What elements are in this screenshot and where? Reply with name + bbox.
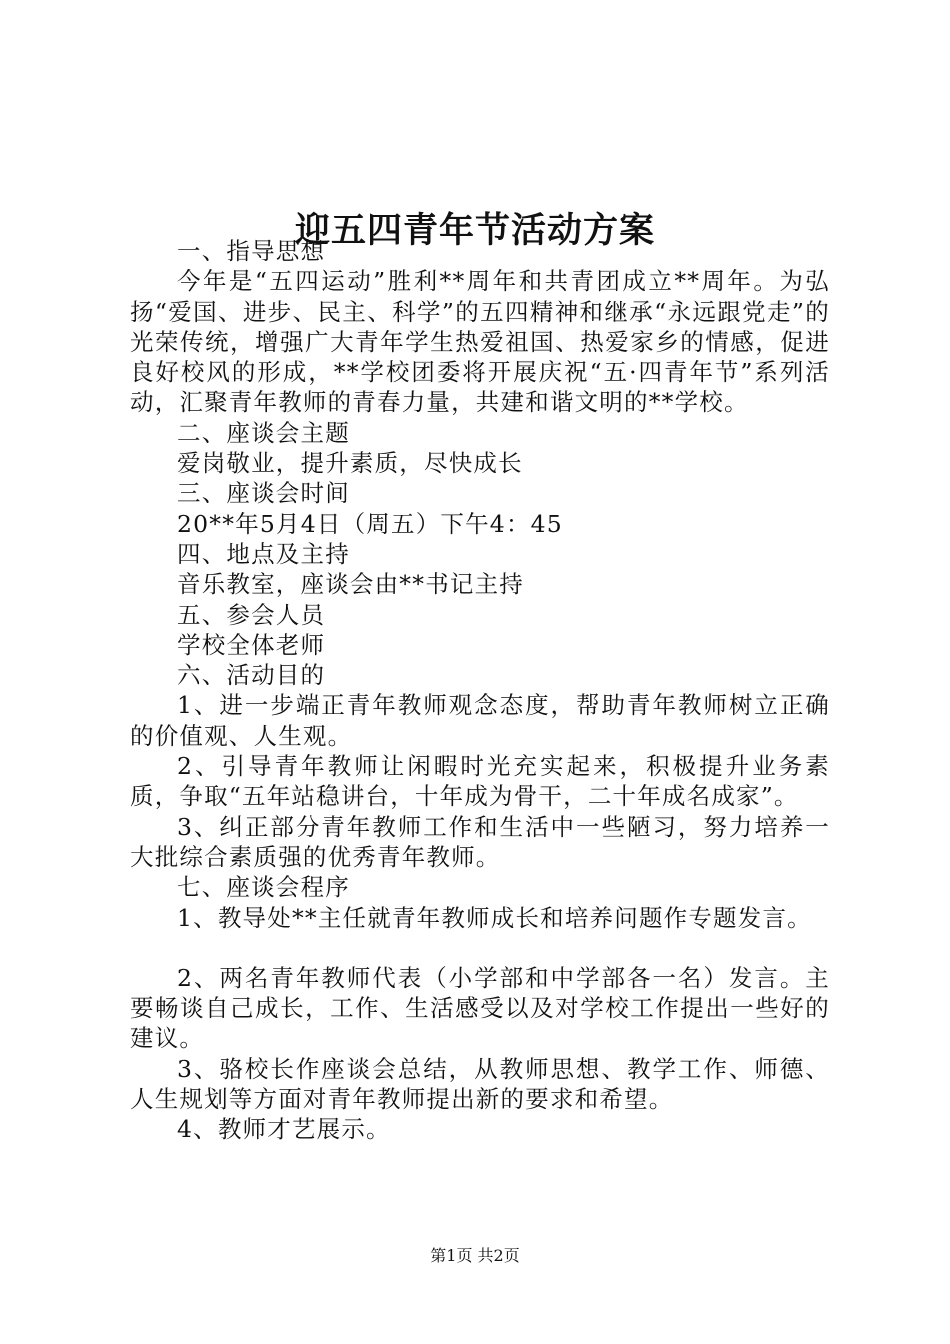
paragraph: 学校全体老师 xyxy=(177,630,326,659)
list-item: 2、引导青年教师让闲暇时光充实起来，积极提升业务素质，争取“五年站稳讲台，十年成为骨干，二十年成名成家”。 xyxy=(130,752,830,811)
list-item: 4、教师才艺展示。 xyxy=(177,1115,391,1144)
paragraph: 20**年5月4日（周五）下午4：45 xyxy=(177,509,563,538)
list-item: 2、两名青年教师代表（小学部和中学部各一名）发言。主要畅谈自己成长，工作、生活感受以及对学校工作提出一些好的建议。 xyxy=(130,963,830,1053)
section-heading: 六、活动目的 xyxy=(177,661,326,690)
section-heading: 七、座谈会程序 xyxy=(177,873,350,902)
paragraph: 今年是“五四运动”胜利**周年和共青团成立**周年。为弘扬“爱国、进步、民主、科学”的五四精神和继承“永远跟党走”的光荣传统，增强广大青年学生热爱祖国、热爱家乡的情感，促进良好校风的形成，**学校团委将开展庆祝“五·四青年节”系列活动，汇聚青年教师的青春力量，共建和谐文明的**学校。 xyxy=(130,267,830,417)
list-item: 3、纠正部分青年教师工作和生活中一些陋习，努力培养一大批综合素质强的优秀青年教师。 xyxy=(130,812,830,871)
paragraph: 爱岗敬业，提升素质，尽快成长 xyxy=(177,449,523,478)
document-title: 迎五四青年节活动方案 xyxy=(294,210,655,252)
section-heading: 二、座谈会主题 xyxy=(177,418,350,447)
section-heading: 四、地点及主持 xyxy=(177,539,350,568)
page-footer: 第1页 共2页 xyxy=(430,1246,520,1265)
section-heading: 一、指导思想 xyxy=(177,237,326,265)
section-heading: 五、参会人员 xyxy=(177,600,326,629)
list-item: 3、骆校长作座谈会总结，从教师思想、教学工作、师德、人生规划等方面对青年教师提出新的要求和希望。 xyxy=(130,1054,830,1114)
list-item: 1、教导处**主任就青年教师成长和培养问题作专题发言。 xyxy=(177,903,812,932)
paragraph: 音乐教室，座谈会由**书记主持 xyxy=(177,570,524,599)
document-body xyxy=(130,236,830,1145)
list-item: 1、进一步端正青年教师观念态度，帮助青年教师树立正确的价值观、人生观。 xyxy=(130,691,830,750)
section-heading: 三、座谈会时间 xyxy=(177,479,350,508)
